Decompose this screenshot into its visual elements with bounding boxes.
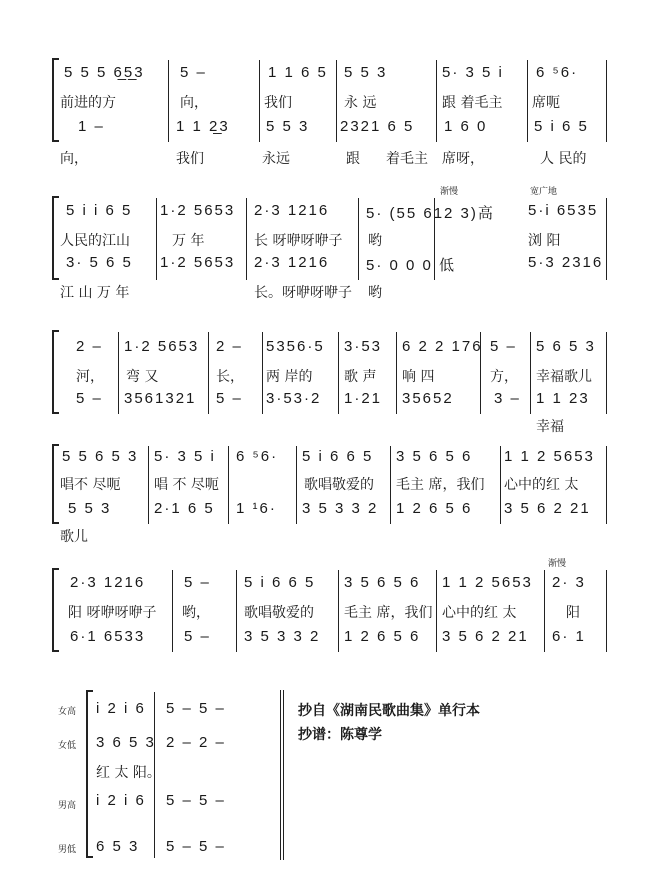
- measure-notes: 5· 3 5 i: [154, 448, 216, 465]
- lyric: 红 太 阳。: [96, 765, 161, 781]
- lyric: 人民的江山: [60, 233, 130, 249]
- measure-notes: 5 i 6 6 5: [302, 448, 374, 465]
- measure-notes: 5·i 6535: [528, 202, 599, 219]
- bar-line: [606, 198, 607, 280]
- measure-notes: 3 6 5 3: [96, 734, 156, 751]
- measure-notes: 2 –: [76, 338, 103, 355]
- lyric: 江 山 万 年: [60, 285, 130, 301]
- measure-notes: 3 5 6 2 21: [504, 500, 591, 517]
- divider: [283, 690, 284, 860]
- measure-notes: 5· (55 612 3)高: [366, 205, 495, 222]
- measure-notes: 3 5 3 3 2: [302, 500, 379, 517]
- bar-line: [396, 332, 397, 414]
- lyric: 哟: [368, 285, 382, 301]
- system-bracket: [52, 330, 59, 414]
- measure-notes: 5·3 2316: [528, 254, 604, 271]
- lyric: 前进的方: [60, 95, 116, 111]
- system-bracket: [52, 196, 59, 280]
- measure-notes: 1·2 5653: [160, 254, 236, 271]
- bar-line: [118, 332, 119, 414]
- measure-notes: 5 – 5 –: [166, 700, 226, 717]
- lyric: 长 呀咿呀咿子: [254, 233, 343, 249]
- measure-notes: 1 6 0: [444, 118, 488, 135]
- divider: [280, 690, 281, 860]
- bar-line: [338, 332, 339, 414]
- measure-notes: 1 –: [78, 118, 105, 135]
- bar-line: [338, 570, 339, 652]
- lyric: 长。呀咿呀咿子: [254, 285, 352, 301]
- measure-notes: 1 1 2 5653: [504, 448, 595, 465]
- measure-notes: 5 5 3: [266, 118, 310, 135]
- bar-line: [228, 446, 229, 524]
- lyric: 席呃: [532, 95, 560, 111]
- bar-line: [530, 332, 531, 414]
- bar-line: [436, 60, 437, 142]
- measure-notes: 6 ⁵6·: [236, 448, 279, 465]
- lyric: 哟: [368, 233, 382, 249]
- lyric: 跟 着毛主: [442, 95, 503, 111]
- bar-line: [236, 570, 237, 652]
- lyric: 歌儿: [60, 529, 88, 545]
- bar-line: [148, 446, 149, 524]
- bar-line: [436, 570, 437, 652]
- measure-notes: 1 1 23: [536, 390, 590, 407]
- lyric: 响 四: [402, 369, 435, 385]
- bar-line: [172, 570, 173, 652]
- measure-notes: 1 1 2 5653: [442, 574, 533, 591]
- measure-notes: 3 5 3 3 2: [244, 628, 321, 645]
- bar-line: [296, 446, 297, 524]
- lyric: 唱不 尽呃: [60, 477, 121, 493]
- bar-line: [262, 332, 263, 414]
- measure-notes: 6 5 3: [96, 838, 140, 855]
- measure-notes: 2· 3: [552, 574, 586, 591]
- lyric: 浏 阳: [528, 233, 561, 249]
- measure-notes: 1·21: [344, 390, 383, 407]
- voice-label: 女低: [58, 741, 77, 751]
- lyric: 歌唱敬爱的: [304, 477, 374, 493]
- voice-label: 男高: [58, 801, 77, 811]
- lyric: 幸福: [536, 419, 564, 435]
- measure-notes: 5 –: [184, 574, 211, 591]
- measure-notes: 2·1 6 5: [154, 500, 215, 517]
- expression-marking: 宽广地: [530, 187, 558, 197]
- system-bracket: [86, 690, 93, 858]
- lyric: 着毛主: [386, 151, 428, 167]
- system-bracket: [52, 444, 59, 524]
- bar-line: [168, 60, 169, 142]
- measure-notes: 5 –: [216, 390, 243, 407]
- measure-notes: 5 5 3: [344, 64, 388, 81]
- bar-line: [606, 60, 607, 142]
- measure-notes: 5356·5: [266, 338, 325, 355]
- measure-notes: 5 i 6 6 5: [244, 574, 316, 591]
- voice-label: 女高: [58, 707, 77, 717]
- bar-line: [358, 198, 359, 280]
- measure-notes: 2 –: [216, 338, 243, 355]
- measure-notes: 5 6 5 3: [536, 338, 596, 355]
- bar-line: [390, 446, 391, 524]
- bar-line: [156, 198, 157, 280]
- measure-notes: 5 –: [490, 338, 517, 355]
- lyric: 歌唱敬爱的: [244, 605, 314, 621]
- lyric: 弯 又: [126, 369, 159, 385]
- lyric: 我们: [264, 95, 292, 111]
- source-credit: 抄自《湖南民歌曲集》单行本: [298, 703, 480, 719]
- measure-notes: 1 1 6 5: [268, 64, 328, 81]
- bar-line: [527, 60, 528, 142]
- measure-notes: i 2 i 6: [96, 700, 146, 717]
- lyric: 永远: [262, 151, 290, 167]
- bar-line: [606, 332, 607, 414]
- transcriber-credit: 抄谱：陈尊学: [298, 727, 382, 743]
- measure-notes: 1 1 2̲3: [176, 118, 230, 135]
- tempo-marking: 渐慢: [548, 559, 567, 569]
- measure-notes: 5· 0 0 0 低: [366, 257, 457, 274]
- measure-notes: 1 2 6 5 6: [396, 500, 473, 517]
- lyric: 永 远: [344, 95, 377, 111]
- lyric: 哟，: [182, 605, 210, 621]
- measure-notes: 1 ¹6·: [236, 500, 277, 517]
- lyric: 跟: [346, 151, 360, 167]
- measure-notes: 2·3 1216: [70, 574, 146, 591]
- measure-notes: 5 –: [184, 628, 211, 645]
- lyric: 向，: [180, 95, 208, 111]
- measure-notes: 6 2 2 176: [402, 338, 483, 355]
- bar-line: [336, 60, 337, 142]
- measure-notes: 35652: [402, 390, 454, 407]
- lyric: 长，: [216, 369, 244, 385]
- measure-notes: 3 –: [494, 390, 521, 407]
- measure-notes: 3561321: [124, 390, 197, 407]
- measure-notes: 2·3 1216: [254, 202, 330, 219]
- lyric: 人 民的: [540, 151, 587, 167]
- measure-notes: 5 i i 6 5: [66, 202, 133, 219]
- measure-notes: 3 5 6 2 21: [442, 628, 529, 645]
- measure-notes: 5 i 6 5: [534, 118, 589, 135]
- measure-notes: 3 5 6 5 6: [344, 574, 421, 591]
- lyric: 歌 声: [344, 369, 377, 385]
- lyric: 河，: [76, 369, 104, 385]
- bar-line: [606, 570, 607, 652]
- measure-notes: 5 –: [76, 390, 103, 407]
- lyric: 唱 不 尽呃: [154, 477, 219, 493]
- measure-notes: 3· 5 6 5: [66, 254, 133, 271]
- lyric: 我们: [176, 151, 204, 167]
- measure-notes: 3 5 6 5 6: [396, 448, 473, 465]
- lyric: 毛主 席，我们: [344, 605, 433, 621]
- lyric: 方，: [490, 369, 518, 385]
- bar-line: [606, 446, 607, 524]
- measure-notes: 5 5 5 6̲5̲3: [64, 64, 145, 81]
- measure-notes: 3·53·2: [266, 390, 322, 407]
- lyric: 毛主 席，我们: [396, 477, 485, 493]
- measure-notes: 6·1 6533: [70, 628, 146, 645]
- lyric: 幸福歌儿: [536, 369, 592, 385]
- measure-notes: 3·53: [344, 338, 383, 355]
- lyric: 阳: [566, 605, 580, 621]
- measure-notes: 2·3 1216: [254, 254, 330, 271]
- measure-notes: 2321 6 5: [340, 118, 415, 135]
- bar-line: [246, 198, 247, 280]
- bar-line: [544, 570, 545, 652]
- bar-line: [500, 446, 501, 524]
- lyric: 心中的红 太: [504, 477, 579, 493]
- measure-notes: 1·2 5653: [124, 338, 200, 355]
- tempo-marking: 渐慢: [440, 187, 459, 197]
- system-bracket: [52, 58, 59, 142]
- system-bracket: [52, 568, 59, 652]
- measure-notes: 6· 1: [552, 628, 586, 645]
- bar-line: [259, 60, 260, 142]
- bar-line: [208, 332, 209, 414]
- measure-notes: 1 2 6 5 6: [344, 628, 421, 645]
- lyric: 两 岸的: [266, 369, 313, 385]
- measure-notes: 5 5 6 5 3: [62, 448, 139, 465]
- lyric: 向，: [60, 151, 88, 167]
- voice-label: 男低: [58, 845, 77, 855]
- lyric: 席呀，: [442, 151, 484, 167]
- lyric: 万 年: [172, 233, 205, 249]
- measure-notes: i 2 i 6: [96, 792, 146, 809]
- measure-notes: 5 – 5 –: [166, 792, 226, 809]
- measure-notes: 5· 3 5 i: [442, 64, 504, 81]
- measure-notes: 1·2 5653: [160, 202, 236, 219]
- measure-notes: 5 –: [180, 64, 207, 81]
- measure-notes: 5 5 3: [68, 500, 112, 517]
- lyric: 心中的红 太: [442, 605, 517, 621]
- measure-notes: 5 – 5 –: [166, 838, 226, 855]
- measure-notes: 6 ⁵6·: [536, 64, 579, 81]
- measure-notes: 2 – 2 –: [166, 734, 226, 751]
- lyric: 阳 呀咿呀咿子: [68, 605, 157, 621]
